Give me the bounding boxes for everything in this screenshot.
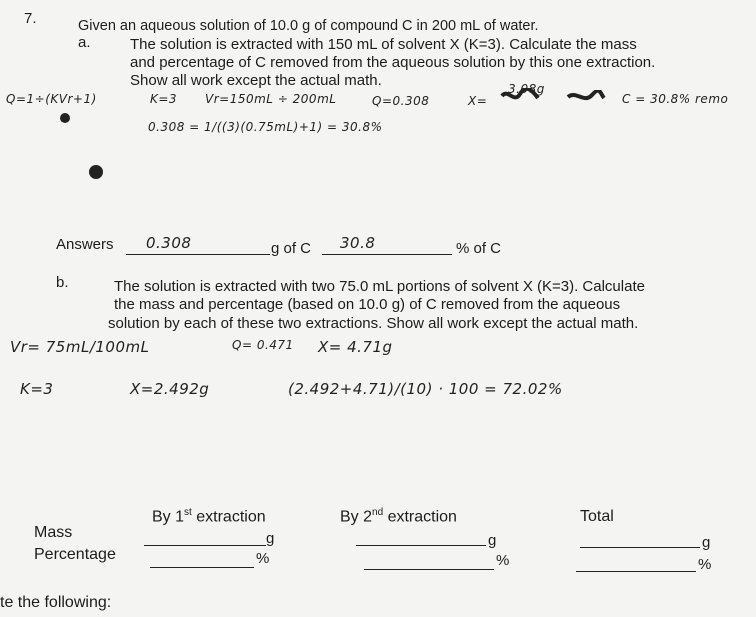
hw-k: K=3 — [150, 92, 178, 106]
pct-total-line — [576, 570, 696, 572]
mass-1st-line — [144, 544, 266, 546]
part-b-line3: solution by each of these two extractions. Show all work except the actual math. — [108, 315, 639, 332]
answer-mass-value: 0.308 — [146, 234, 192, 252]
answer-pct-line — [322, 253, 452, 255]
col-total: Total — [580, 508, 614, 525]
part-a-line2: and percentage of C removed from the aqueous solution by this one extraction. — [130, 54, 656, 71]
scribble-mark — [86, 162, 106, 182]
hw-b-vr: Vr= 75mL/100mL — [10, 338, 150, 356]
mass-1st-unit: g — [266, 530, 275, 547]
bleed-through — [150, 438, 154, 453]
part-a-label: a. — [78, 34, 91, 51]
row-percentage-label: Percentage — [34, 546, 116, 563]
answer-mass-line — [126, 253, 270, 255]
footer-instruction: te the following: — [0, 594, 112, 611]
hw-vr: Vr=150mL ÷ 200mL — [205, 92, 337, 106]
hw-x-value: 3.08g — [508, 82, 545, 96]
hw-calc-a: 0.308 = 1/((3)(0.75mL)+1) = 30.8% — [148, 120, 383, 134]
pct-total-unit: % — [698, 556, 712, 573]
pct-2nd-line — [364, 568, 494, 570]
hw-formula: Q=1÷(KVr+1) — [6, 92, 97, 106]
hw-b-x1: X= 4.71g — [318, 338, 393, 356]
part-a-line3: Show all work except the actual math. — [130, 72, 382, 89]
hw-b-q: Q= 0.471 — [232, 338, 294, 352]
scribble-mark — [566, 90, 606, 104]
answer-pct-value: 30.8 — [340, 234, 376, 252]
answers-label: Answers — [56, 236, 114, 253]
part-b-line1: The solution is extracted with two 75.0 mL portions of solvent X (K=3). Calculate — [114, 278, 645, 295]
hw-q: Q=0.308 — [372, 94, 430, 108]
pct-1st-line — [150, 566, 254, 568]
hw-x: X= — [468, 94, 488, 108]
question-intro: Given an aqueous solution of 10.0 g of compound C in 200 mL of water. — [78, 18, 539, 34]
part-a-line1: The solution is extracted with 150 mL of solvent X (K=3). Calculate the mass — [130, 36, 637, 53]
col-2nd-extraction: By 2nd extraction — [340, 507, 457, 526]
pct-of-c-label: % of C — [456, 240, 502, 257]
pct-1st-unit: % — [256, 550, 270, 567]
part-b-line2: the mass and percentage (based on 10.0 g) of C removed from the aqueous — [114, 296, 621, 313]
scribble-mark — [500, 88, 540, 104]
pct-2nd-unit: % — [496, 552, 510, 569]
mass-2nd-line — [356, 544, 486, 546]
hw-c-percent: C = 30.8% remo — [622, 92, 729, 106]
mass-total-unit: g — [702, 534, 711, 551]
question-number: 7. — [24, 10, 37, 27]
hw-b-x2: X=2.492g — [130, 380, 210, 398]
hw-b-k: K=3 — [20, 380, 54, 398]
hw-b-calc: (2.492+4.71)/(10) · 100 = 72.02% — [288, 380, 563, 398]
mass-2nd-unit: g — [488, 532, 497, 549]
mass-total-line — [580, 546, 700, 548]
col-1st-extraction: By 1st extraction — [152, 507, 266, 526]
scribble-mark — [56, 110, 74, 126]
row-mass-label: Mass — [34, 524, 73, 541]
part-b-label: b. — [56, 274, 69, 291]
g-of-c-label: g of C — [271, 240, 312, 257]
